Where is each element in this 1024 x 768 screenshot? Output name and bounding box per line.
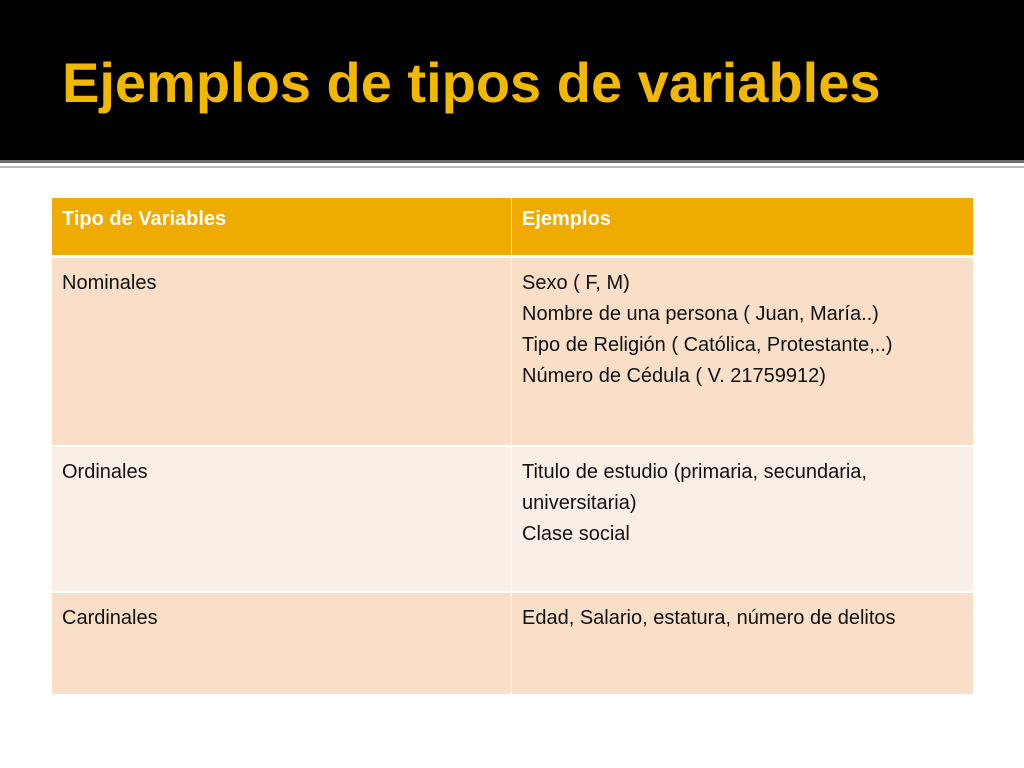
- example-line: Número de Cédula ( V. 21759912): [522, 364, 826, 387]
- variables-table: [51, 198, 974, 696]
- table-row: [52, 256, 974, 446]
- title-bar: [0, 0, 1024, 160]
- table-body: [52, 256, 974, 695]
- variable-type-cell: Ordinales: [52, 446, 512, 592]
- header-variable-type: Tipo de Variables: [52, 198, 512, 256]
- variables-table-container: [51, 198, 973, 695]
- table-header: [52, 198, 974, 256]
- variable-type-cell: Nominales: [52, 256, 512, 446]
- example-line: Sexo ( F, M): [522, 271, 630, 294]
- examples-cell: [512, 446, 974, 592]
- table-row: [52, 446, 974, 592]
- variable-type-cell: Cardinales: [52, 592, 512, 695]
- table-header-row: [52, 198, 974, 256]
- title-divider-thin: [0, 166, 1024, 168]
- examples-cell: [512, 256, 974, 446]
- example-line: Nombre de una persona ( Juan, María..): [522, 302, 879, 325]
- slide-title: Ejemplos de tipos de variables: [62, 51, 881, 114]
- example-line: Clase social: [522, 523, 630, 545]
- examples-cell: [512, 592, 974, 695]
- table-row: [52, 592, 974, 695]
- example-line: Tipo de Religión ( Católica, Protestante,..): [522, 333, 893, 356]
- example-line: Edad, Salario, estatura, número de delitos: [522, 607, 896, 629]
- header-examples: Ejemplos: [512, 198, 974, 256]
- title-divider-thick: [0, 160, 1024, 163]
- example-line: Titulo de estudio (primaria, secundaria, universitaria): [522, 461, 867, 514]
